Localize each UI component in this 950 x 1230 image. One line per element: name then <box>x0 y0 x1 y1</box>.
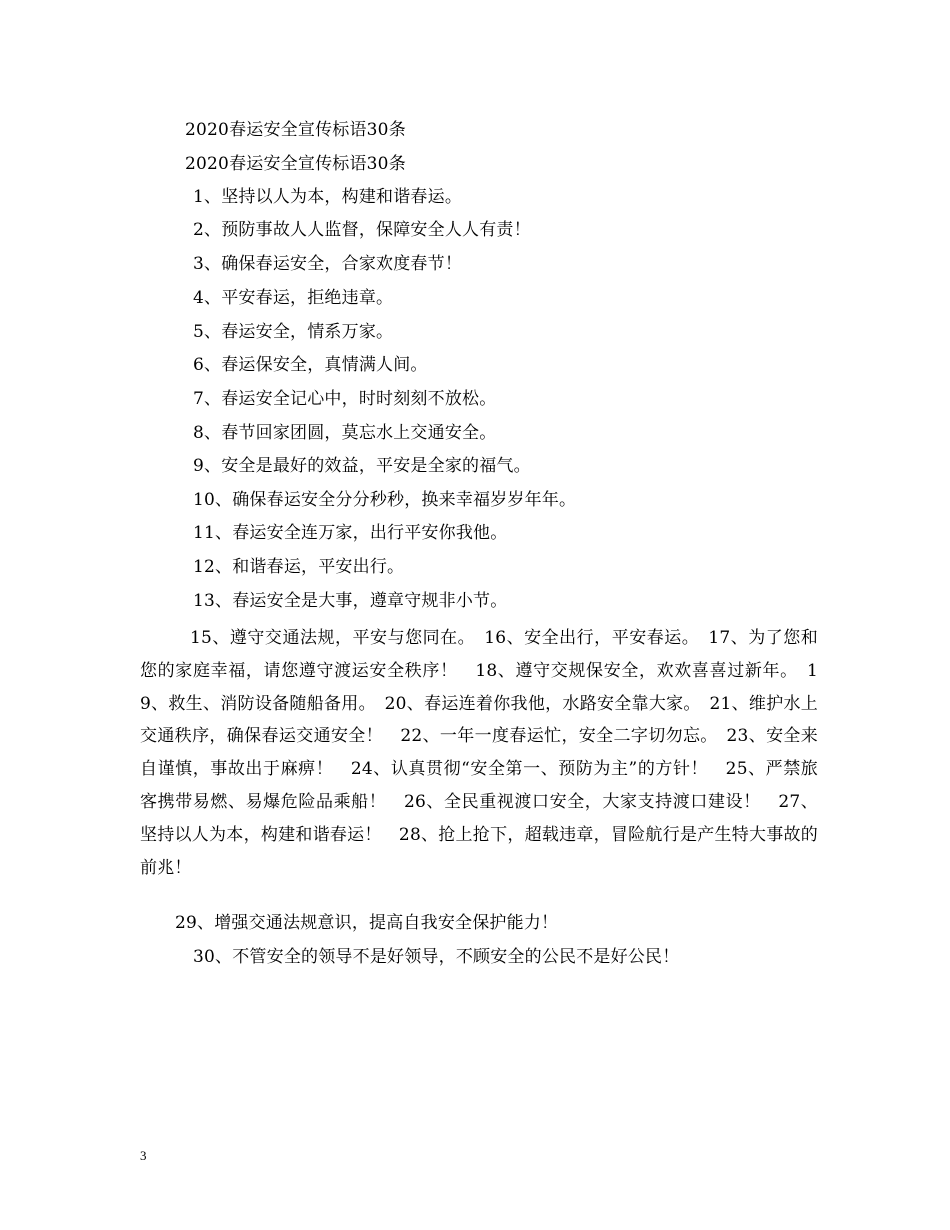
slogan-item: 6、春运保安全，真情满人间。 <box>193 355 428 375</box>
slogan-item: 8、春节回家团圆，莫忘水上交通安全。 <box>193 423 497 443</box>
page-number: 3 <box>140 1148 147 1163</box>
slogan-item: 4、平安春运，拒绝违章。 <box>193 288 394 308</box>
slogan-item-30: 30、不管安全的领导不是好领导，不顾安全的公民不是好公民！ <box>193 947 680 967</box>
slogan-item: 10、确保春运安全分分秒秒，换来幸福岁岁年年。 <box>193 490 577 510</box>
slogan-item: 3、确保春运安全，合家欢度春节！ <box>193 254 463 274</box>
slogan-item: 5、春运安全，情系万家。 <box>193 322 394 342</box>
slogan-item: 2、预防事故人人监督，保障安全人人有责！ <box>193 220 531 240</box>
document-title: 2020春运安全宣传标语30条 <box>185 120 406 140</box>
slogan-item: 9、安全是最好的效益，平安是全家的福气。 <box>193 456 531 476</box>
slogan-item: 12、和谐春运，平安出行。 <box>193 557 405 577</box>
slogan-item: 11、春运安全连万家，出行平安你我他。 <box>193 523 508 543</box>
slogan-item-29: 29、增强交通法规意识，提高自我安全保护能力！ <box>175 913 559 933</box>
document-subtitle: 2020春运安全宣传标语30条 <box>185 154 406 174</box>
combined-slogans-paragraph: 15、遵守交通法规，平安与您同在。 16、安全出行，平安春运。 17、为了您和您的家庭幸福，请您遵守渡运安全秩序！ 18、遵守交规保安全，欢欢喜喜过新年。 19、救生、消防设备随船备用。 20、春运连着你我他，水路安全靠大家。 21、维护水上交通秩序，确保春运交通安全！ 22、一年一度春运忙，安全二字切勿忘。 23、安全来自谨慎，事故出于麻痹！ 24、认真贯彻“安全第一、预防为主”的方针！ 25、严禁旅客携带易燃、易爆危险品乘船！ 26、全民重视渡口安全，大家支持渡口建设！ 27、坚持以人为本，构建和谐春运！ 28、抢上抢下，超载违章，冒险航行是产生特大事故的前兆！ <box>140 628 819 878</box>
slogan-item: 7、春运安全记心中，时时刻刻不放松。 <box>193 389 497 409</box>
slogan-item: 13、春运安全是大事，遵章守规非小节。 <box>193 591 508 611</box>
slogan-item: 1、坚持以人为本，构建和谐春运。 <box>193 187 463 207</box>
